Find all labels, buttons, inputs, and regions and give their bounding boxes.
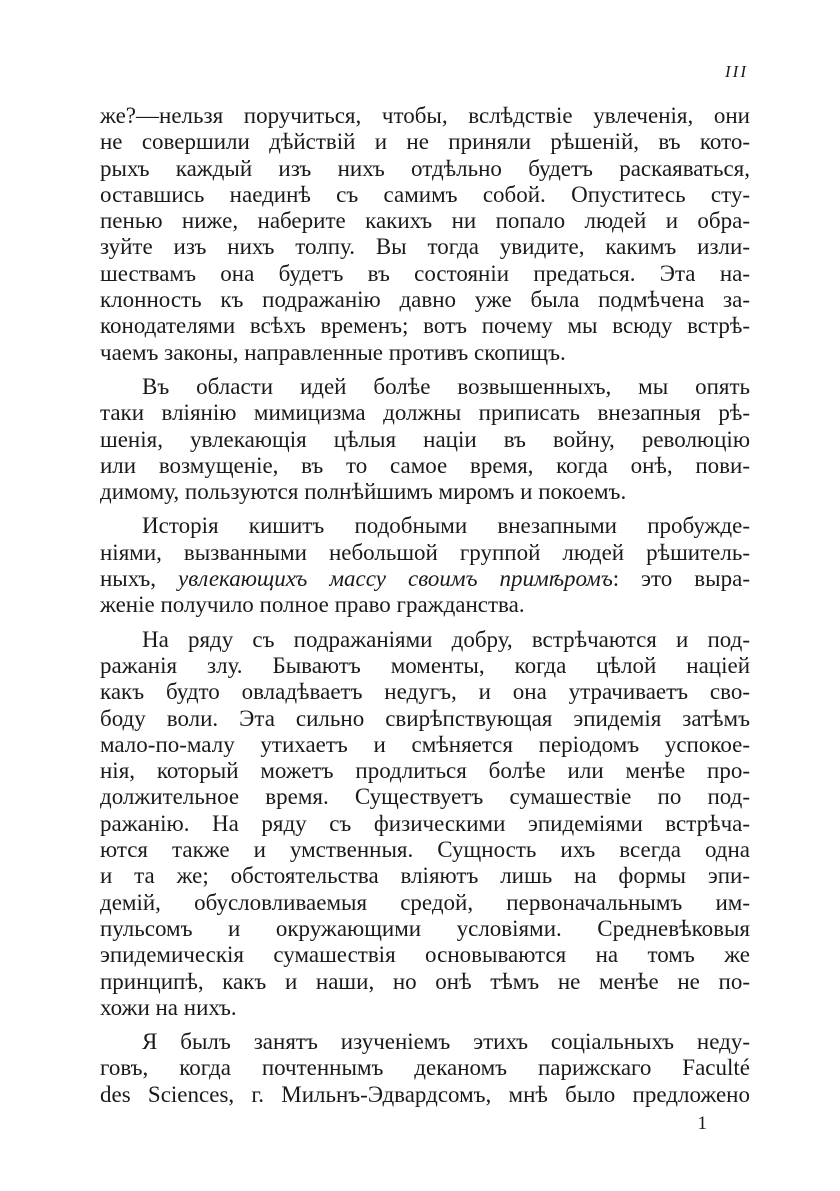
text-line: пульсомъ и окружающими условіями. Средневѣковыя [100,915,750,941]
text-line: конодателями всѣхъ временъ; вотъ почему мы всюду встрѣ- [100,313,750,339]
text-line: Исторія кишитъ подобными внезапными пробужде- [142,513,750,539]
text-segment: ныхъ, [100,566,157,592]
text-line: мало-по-малу утихаетъ и смѣняется періодомъ успокое- [100,731,750,757]
text-line: говъ, когда почтеннымъ деканомъ парижскаго Faculté [100,1055,750,1081]
text-line: пенью ниже, наберите какихъ ни попало людей и обра- [100,208,750,234]
paragraph-2 [100,374,750,505]
text-line: ніями, вызванными небольшой группой людей рѣшитель- [100,539,750,565]
text-line: димому, пользуются полнѣйшимъ миромъ и покоемъ. [100,479,627,505]
text-line: таки вліянію мимицизма должны приписать внезапныя рѣ- [100,400,750,426]
text-line: ражанію. На ряду съ физическими эпидеміями встрѣча- [100,810,750,836]
italic-quote: увлекающихъ массу своимъ примѣромъ [178,566,613,592]
text-line: или возмущеніе, въ то самое время, когда онѣ, пови- [100,452,750,478]
paragraph-4 [100,627,750,1021]
text-line: рыхъ каждый изъ нихъ отдѣльно будетъ раскаяваться, [100,155,750,181]
text-line: ражанія злу. Бываютъ моменты, когда цѣлой націей [100,652,750,678]
text-line: хожи на нихъ. [100,994,237,1020]
text-line: должительное время. Существуетъ сумашествіе по под- [100,784,750,810]
text-line: des Sciences, г. Мильнъ-Эдвардсомъ, мнѣ было предложено [100,1081,750,1107]
text-line: шествамъ она будетъ въ состояніи предаться. Эта на- [100,260,750,286]
paragraph-1 [100,103,750,366]
text-line-mixed [100,566,750,592]
page-number-footer: 1 [697,1113,707,1134]
text-line: боду воли. Эта сильно свирѣпствующая эпидемія затѣмъ [100,705,750,731]
page-number-roman: III [725,62,748,81]
text-line: эпидемическія сумашествія основываются на томъ же [100,942,750,968]
text-line: и та же; обстоятельства вліяютъ лишь на формы эпи- [100,863,750,889]
text-line: шенія, увлекающія цѣлыя націи въ войну, революцію [100,426,750,452]
text-line: оставшись наединѣ съ самимъ собой. Опуститесь сту- [100,181,750,207]
text-line: ются также и умственныя. Сущность ихъ всегда одна [100,837,750,863]
paragraph-3 [100,513,750,618]
text-line: демій, обусловливаемыя средой, первоначальнымъ им- [100,889,750,915]
text-line: клонность къ подражанію давно уже была подмѣчена за- [100,287,750,313]
text-line: Въ области идей болѣе возвышенныхъ, мы опять [142,373,750,399]
text-line: женіе получило полное право гражданства. [100,592,525,618]
text-line: какъ будто овладѣваетъ недугъ, и она утрачиваетъ сво- [100,679,750,705]
body-text [100,103,750,1116]
text-line: же?—нельзя поручиться, чтобы, вслѣдствіе увлеченія, они [100,103,750,128]
text-line: принципѣ, какъ и наши, но онѣ тѣмъ не менѣе не по- [100,968,750,994]
paragraph-5 [100,1029,750,1108]
text-line: Я былъ занятъ изученіемъ этихъ соціальныхъ неду- [142,1029,750,1055]
text-segment: : это выра- [612,566,750,592]
text-line: чаемъ законы, направленные противъ скопищъ. [100,339,566,365]
text-line: нія, который можетъ продлиться болѣе или менѣе про- [100,758,750,784]
text-line: На ряду съ подражаніями добру, встрѣчаются и под- [142,626,750,652]
text-line: не совершили дѣйствій и не приняли рѣшеній, въ кото- [100,129,750,155]
text-line: зуйте изъ нихъ толпу. Вы тогда увидите, какимъ изли- [100,234,750,260]
